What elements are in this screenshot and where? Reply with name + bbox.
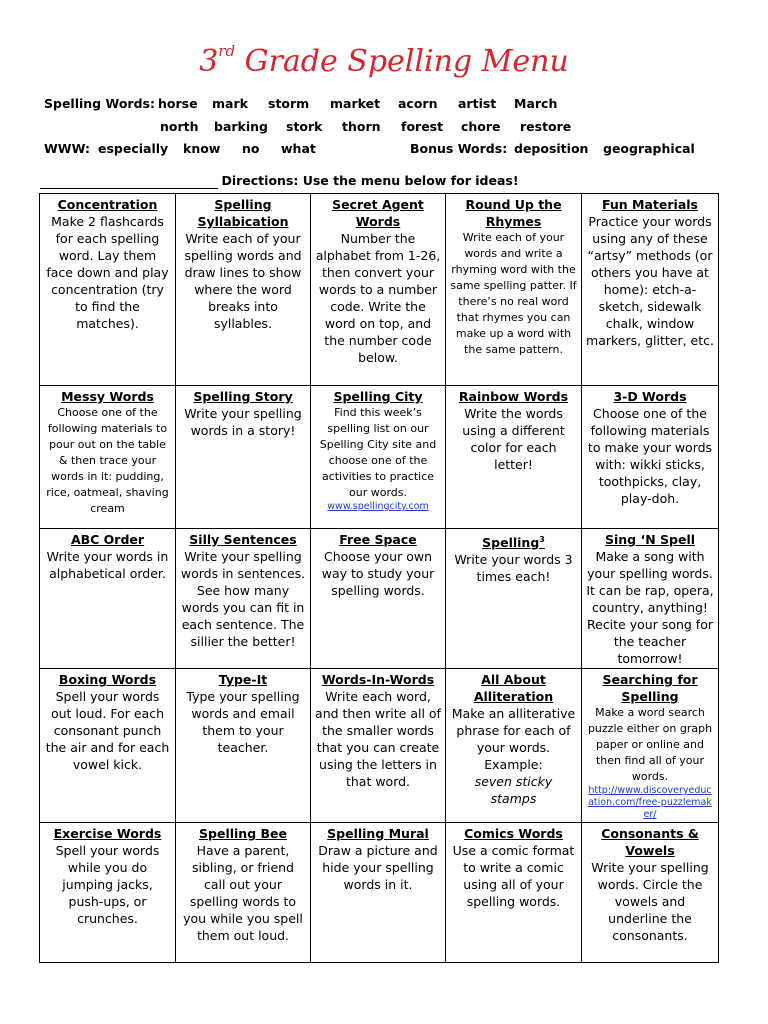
word: horse (158, 96, 198, 111)
menu-cell (446, 194, 582, 386)
word: chore (461, 119, 501, 134)
puzzlemaker-link[interactable]: http://www.discoveryeducation.com/free-puzzlemaker/ (588, 785, 712, 820)
cell-body: Make 2 flashcards for each spelling word. Lay them face down and play concentration (try to find the matches). (46, 214, 169, 331)
cell-title-superscript: 3 (539, 535, 545, 544)
menu-row (40, 823, 719, 963)
cell-body: Write your words in alphabetical order. (46, 549, 169, 581)
word: storm (268, 96, 310, 111)
cell-body: Draw a picture and hide your spelling words in it. (318, 843, 438, 892)
cell-title: Concentration (57, 197, 158, 212)
cell-body: Write your spelling words in a story! (184, 406, 302, 438)
menu-cell (582, 529, 719, 669)
cell-title: Comics Words (464, 826, 563, 841)
cell-body: Choose one of the following materials to make your words with: wikki sticks, toothpicks, clay, play-doh. (587, 406, 713, 506)
title-text: Grade Spelling Menu (235, 44, 569, 79)
menu-cell (176, 669, 311, 823)
www-word: know (183, 141, 221, 156)
menu-cell (446, 529, 582, 669)
cell-title: Spelling City (333, 389, 423, 404)
menu-cell (311, 669, 446, 823)
cell-title: Spelling Bee (199, 826, 287, 841)
word: restore (520, 119, 572, 134)
bonus-word: geographical (603, 141, 695, 156)
title-superscript: rd (218, 42, 236, 60)
menu-cell (582, 823, 719, 963)
cell-body: Write each word, and then write all of the smaller words that you can create using the letters in that word. (315, 689, 441, 789)
cell-body: Have a parent, sibling, or friend call out your spelling words to you while you spell them out loud. (183, 843, 303, 943)
cell-title: Secret Agent Words (332, 197, 424, 229)
alliteration-example: seven sticky stamps (474, 774, 553, 806)
menu-cell (176, 823, 311, 963)
cell-body: Spell your words while you do jumping jacks, push-ups, or crunches. (55, 843, 160, 926)
word: stork (286, 119, 323, 134)
cell-body: Make a word search puzzle either on graph paper or online and then find all of your words. (587, 706, 713, 783)
divider-line (40, 188, 218, 189)
menu-cell (446, 823, 582, 963)
cell-title (450, 531, 577, 551)
spelling-menu-grid (39, 193, 719, 963)
spellingcity-link[interactable]: www.spellingcity.com (327, 501, 429, 512)
cell-title: Rainbow Words (458, 389, 569, 404)
cell-title: All About Alliteration (473, 672, 554, 704)
menu-cell (582, 669, 719, 823)
cell-body: Find this week’s spelling list on our Spelling City site and choose one of the activities to practice our words. (319, 406, 437, 499)
cell-title: Fun Materials (601, 197, 698, 212)
menu-cell (40, 386, 176, 529)
www-label: WWW: (44, 141, 90, 156)
cell-title: Free Space (339, 532, 417, 547)
cell-title: Spelling Mural (327, 826, 429, 841)
menu-cell (311, 823, 446, 963)
word: acorn (398, 96, 438, 111)
word: market (330, 96, 381, 111)
bonus-word: deposition (514, 141, 589, 156)
menu-cell (40, 529, 176, 669)
cell-title: Words-In-Words (321, 672, 435, 687)
menu-row (40, 386, 719, 529)
cell-body: Choose one of the following materials to pour out on the table & then trace your words in it: pudding, rice, oatmeal, shaving cream (46, 406, 169, 515)
page-title (0, 44, 768, 79)
cell-body: Write your words 3 times each! (454, 552, 573, 585)
www-word: especially (98, 141, 169, 156)
cell-body: Practice your words using any of these “artsy” methods (or others you have at home): etch-a-sketch, sidewalk chalk, window markers, glitter, etc. (586, 214, 714, 348)
menu-cell (311, 386, 446, 529)
cell-title: Spelling Syllabication (197, 197, 289, 229)
word: artist (458, 96, 497, 111)
cell-body: Spell your words out loud. For each consonant punch the air and for each vowel kick. (45, 689, 170, 772)
menu-cell (311, 529, 446, 669)
word: barking (214, 119, 268, 134)
cell-title: Boxing Words (58, 672, 157, 687)
cell-title: Searching for Spelling (602, 672, 698, 704)
cell-body: Choose your own way to study your spelling words. (321, 549, 435, 598)
menu-cell (582, 386, 719, 529)
www-word: no (242, 141, 260, 156)
spelling-words-label: Spelling Words: (44, 96, 155, 111)
cell-title: Messy Words (61, 389, 154, 404)
cell-title-text: Spelling (482, 535, 540, 551)
menu-cell (176, 529, 311, 669)
menu-cell (40, 823, 176, 963)
www-word: what (281, 141, 316, 156)
cell-title: 3-D Words (613, 389, 687, 404)
menu-cell (311, 194, 446, 386)
cell-body: Make an alliterative phrase for each of your words. Example: (451, 706, 576, 772)
word: forest (401, 119, 444, 134)
menu-row (40, 669, 719, 823)
cell-body: Write the words using a different color for each letter! (462, 406, 565, 472)
title-grade-number: 3 (199, 44, 219, 79)
word: thorn (342, 119, 381, 134)
menu-row (40, 194, 719, 386)
word: north (160, 119, 199, 134)
cell-body: Make a song with your spelling words. It can be rap, opera, country, anything! Recite your song for the teacher tomorrow! (586, 549, 714, 666)
cell-title: Sing ‘N Spell (604, 532, 696, 547)
cell-title: ABC Order (70, 532, 145, 547)
cell-body: Use a comic format to write a comic using all of your spelling words. (452, 843, 575, 909)
cell-title: Consonants & Vowels (601, 826, 699, 858)
cell-body: Number the alphabet from 1-26, then convert your words to a number code. Write the word on top, and the number code below. (315, 231, 441, 365)
menu-row (40, 529, 719, 669)
cell-body: Write each of your words and write a rhyming word with the same spelling patter. If there’s no real word that rhymes you can make up a word with the same pattern. (450, 231, 577, 356)
cell-title: Round Up the Rhymes (465, 197, 562, 229)
cell-body: Write each of your spelling words and draw lines to show where the word breaks into syllables. (184, 231, 302, 331)
bonus-words-label: Bonus Words: (410, 141, 508, 156)
menu-cell (176, 386, 311, 529)
cell-body: Write your spelling words. Circle the vowels and underline the consonants. (591, 860, 709, 943)
cell-title: Silly Sentences (189, 532, 297, 547)
cell-body: Type your spelling words and email them to your teacher. (186, 689, 300, 755)
menu-cell (176, 194, 311, 386)
word: March (514, 96, 558, 111)
menu-cell (40, 194, 176, 386)
word: mark (212, 96, 248, 111)
cell-title: Spelling Story (193, 389, 293, 404)
cell-title: Type-It (218, 672, 268, 687)
menu-cell (446, 386, 582, 529)
cell-body: Write your spelling words in sentences. See how many words you can fit in each sentence. The sillier the better! (180, 549, 306, 649)
menu-cell (40, 669, 176, 823)
menu-cell (582, 194, 719, 386)
menu-cell (446, 669, 582, 823)
cell-title: Exercise Words (53, 826, 162, 841)
directions-text: Directions: Use the menu below for ideas! (221, 173, 519, 188)
